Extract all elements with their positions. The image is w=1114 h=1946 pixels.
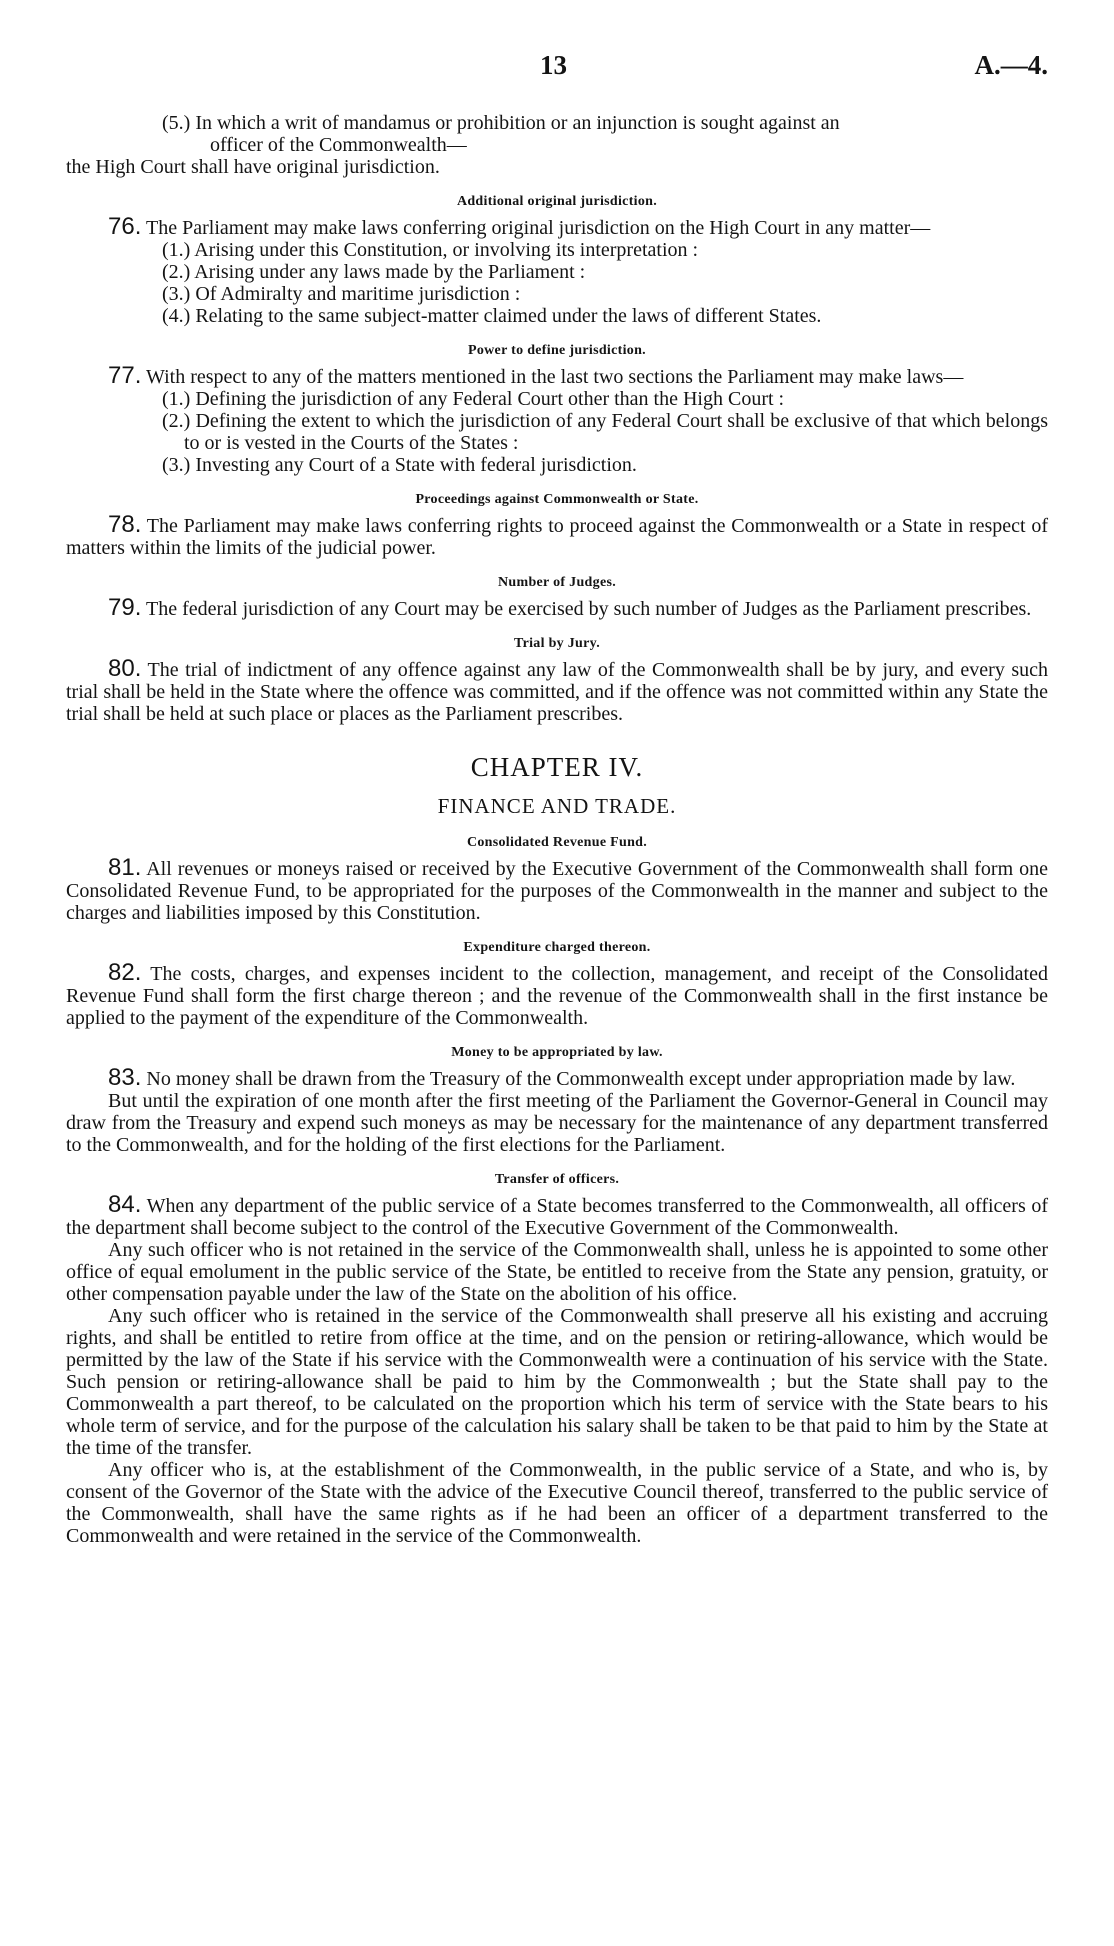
document-body: [66, 112, 1048, 1547]
page-header: [0, 50, 1114, 86]
list-item: (4.) Relating to the same subject-matter claimed under the laws of different States.: [162, 305, 822, 327]
list-item: (1.) Defining the jurisdiction of any Federal Court other than the High Court :: [162, 388, 785, 410]
marginal-heading-79: Number of Judges.: [497, 575, 617, 590]
section-78: 78. The Parliament may make laws conferring rights to proceed against the Commonwealth or a State in respect of matters within the limits of the judicial power.: [66, 511, 1049, 559]
section-number: 78.: [108, 511, 142, 538]
s75-tail: the High Court shall have original jurisdiction.: [66, 156, 440, 178]
marginal-heading-78: Proceedings against Commonwealth or State.: [415, 492, 699, 507]
section-number: 79.: [108, 594, 142, 621]
section-number: 82.: [108, 959, 142, 986]
page-number: 13: [540, 50, 567, 80]
marginal-heading-82: Expenditure charged thereon.: [463, 940, 651, 955]
section-84-para-3: Any such officer who is retained in the service of the Commonwealth shall preserve all his existing and accruing rights, and shall be entitled to retire from office at the time, and on the pension or retiring-allowance, which would be permitted by the law of the State if his service with the Commonwealth were a continuation of his service with the State. Such pension or retiring-allowance shall be paid to him by the Commonwealth ; but the State shall pay to the Commonwealth a part thereof, to be calculated on the proportion which his term of service with the State bears to his whole term of service, and for the purpose of the calculation his salary shall be taken to be that paid to him by the State at the time of the transfer.: [66, 1305, 1048, 1459]
marginal-heading-76: Additional original jurisdiction.: [456, 194, 658, 209]
chapter-title: CHAPTER IV.: [470, 752, 644, 782]
section-number: 81.: [108, 854, 142, 881]
section-84-para-4: Any officer who is, at the establishment of the Commonwealth, in the public service of a State, and who is, by consent of the Governor of the State with the advice of the Executive Council thereof, transferred to the public service of the Commonwealth, shall have the same rights as if he had been an officer of a department transferred to the Commonwealth and were retained in the service of the Commonwealth.: [66, 1459, 1048, 1547]
document-reference: A.—4.: [974, 50, 1048, 80]
section-number: 77.: [108, 362, 142, 389]
section-number: 83.: [108, 1064, 142, 1091]
section-83-para-2: But until the expiration of one month after the first meeting of the Parliament the Governor-General in Council may draw from the Treasury and expend such moneys as may be necessary for the maintenance of any department transferred to the Commonwealth, and for the holding of the first elections for the Parliament.: [66, 1090, 1048, 1156]
chapter-subtitle: FINANCE AND TRADE.: [437, 794, 677, 818]
marginal-heading-77: Power to define jurisdiction.: [468, 343, 646, 358]
marginal-heading-81: Consolidated Revenue Fund.: [466, 835, 648, 850]
list-item: (3.) Investing any Court of a State with federal jurisdiction.: [162, 454, 637, 476]
section-number: 76.: [108, 213, 142, 240]
section-number: 80.: [108, 655, 142, 682]
section-76: 76. The Parliament may make laws conferring original jurisdiction on the High Court in any matter—: [108, 213, 931, 240]
section-83: 83. No money shall be drawn from the Treasury of the Commonwealth except under appropriation made by law.: [108, 1064, 1016, 1091]
s75-item-5: (5.) In which a writ of mandamus or prohibition or an injunction is sought against an officer of the Commonwealth—: [162, 112, 840, 156]
section-number: 84.: [108, 1191, 142, 1218]
section-84: 84. When any department of the public service of a State becomes transferred to the Commonwealth, all officers of the department shall become subject to the control of the Executive Government of the Commonwealth.: [66, 1191, 1048, 1239]
section-84-para-2: Any such officer who is not retained in the service of the Commonwealth shall, unless he is appointed to some other office of equal emolument in the public service of the State, be entitled to receive from the State any pension, gratuity, or other compensation payable under the law of the State on the abolition of his office.: [66, 1239, 1048, 1305]
section-81: 81. All revenues or moneys raised or received by the Executive Government of the Commonwealth shall form one Consolidated Revenue Fund, to be appropriated for the purposes of the Commonwealth in the manner and subject to the charges and liabilities imposed by this Constitution.: [66, 854, 1048, 924]
list-item: (2.) Arising under any laws made by the Parliament :: [162, 261, 586, 283]
list-item: (1.) Arising under this Constitution, or involving its interpretation :: [162, 239, 699, 261]
list-item: (2.) Defining the extent to which the jurisdiction of any Federal Court shall be exclusive of that which belongs to or is vested in the Courts of the States :: [162, 410, 1048, 454]
section-80: 80. The trial of indictment of any offence against any law of the Commonwealth shall be by jury, and every such trial shall be held in the State where the offence was committed, and if the offence was not committed within any State the trial shall be held at such place or places as the Parliament prescribes.: [66, 655, 1049, 725]
list-item: (3.) Of Admiralty and maritime jurisdiction :: [162, 283, 521, 305]
section-79: 79. The federal jurisdiction of any Court may be exercised by such number of Judges as the Parliament prescribes.: [108, 594, 1032, 621]
section-82: 82. The costs, charges, and expenses incident to the collection, management, and receipt of the Consolidated Revenue Fund shall form the first charge thereon ; and the revenue of the Commonwealth shall in the first instance be applied to the payment of the expenditure of the Commonwealth.: [66, 959, 1048, 1029]
section-77: 77. With respect to any of the matters mentioned in the last two sections the Parliament may make laws—: [108, 362, 964, 389]
marginal-heading-83: Money to be appropriated by law.: [451, 1045, 663, 1060]
marginal-heading-80: Trial by Jury.: [513, 636, 600, 651]
marginal-heading-84: Transfer of officers.: [494, 1172, 620, 1187]
